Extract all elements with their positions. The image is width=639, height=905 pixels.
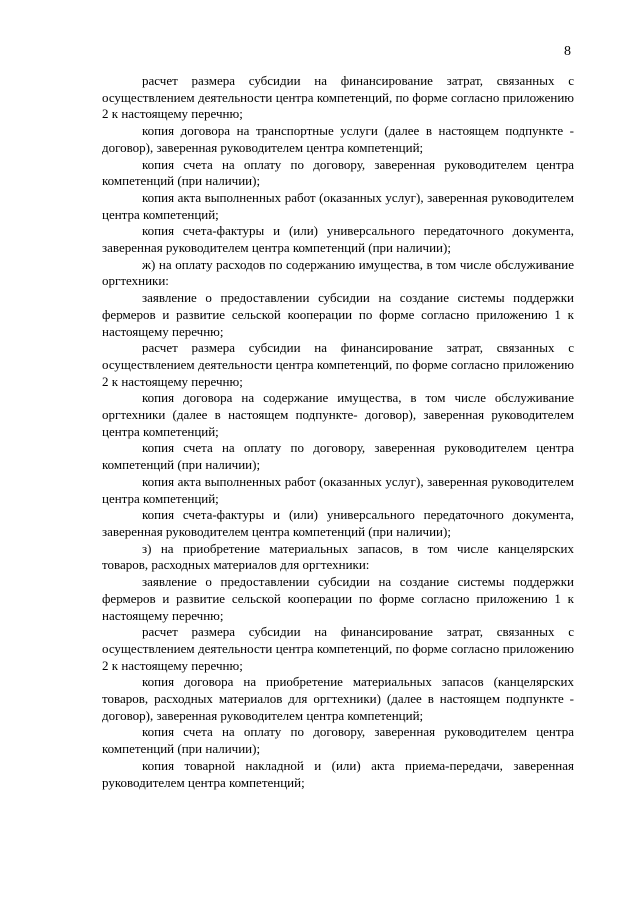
paragraph: копия акта выполненных работ (оказанных услуг), заверенная руководителем центра компетенций; <box>102 473 574 506</box>
paragraph: копия счета на оплату по договору, заверенная руководителем центра компетенций (при наличии); <box>102 156 574 189</box>
paragraph: копия товарной накладной и (или) акта приема-передачи, заверенная руководителем центра компетенций; <box>102 757 574 790</box>
paragraph: копия счета на оплату по договору, заверенная руководителем центра компетенций (при наличии); <box>102 440 574 473</box>
paragraph: копия счета-фактуры и (или) универсального передаточного документа, заверенная руководителем центра компетенций (при наличии); <box>102 507 574 539</box>
paragraph: копия счета-фактуры и (или) универсального передаточного документа, заверенная руководителем центра компетенций (при наличии); <box>102 223 574 256</box>
paragraph: заявление о предоставлении субсидии на создание системы поддержки фермеров и развитие сельской кооперации по форме согласно приложению 1 к настоящему перечню; <box>102 574 574 623</box>
paragraph: заявление о предоставлении субсидии на создание системы поддержки фермеров и развитие сельской кооперации по форме согласно приложению 1 к настоящему перечню; <box>102 290 574 339</box>
paragraph: расчет размера субсидии на финансирование затрат, связанных с осуществлением деятельности центра компетенций, по форме согласно приложению 2 к настоящему перечню; <box>102 73 574 122</box>
paragraph: расчет размера субсидии на финансирование затрат, связанных с осуществлением деятельности центра компетенций, по форме согласно приложению 2 к настоящему перечню; <box>102 624 574 673</box>
paragraph: копия договора на приобретение материальных запасов (канцелярских товаров, расходных материалов для оргтехники) (далее в настоящем подпункте - договор), заверенная руководителем центра компетенций; <box>102 674 574 723</box>
paragraph: копия договора на содержание имущества, в том числе обслуживание оргтехники (далее в настоящем подпункте- договор), заверенная руководителем центра компетенций; <box>102 390 574 439</box>
page-number: 8 <box>564 44 571 59</box>
paragraph: копия акта выполненных работ (оказанных услуг), заверенная руководителем центра компетенций; <box>102 189 574 222</box>
paragraph: расчет размера субсидии на финансирование затрат, связанных с осуществлением деятельности центра компетенций, по форме согласно приложению 2 к настоящему перечню; <box>102 340 574 389</box>
subsection-heading: з) на приобретение материальных запасов, в том числе канцелярских товаров, расходных материалов для оргтехники: <box>102 540 574 573</box>
paragraph: копия счета на оплату по договору, заверенная руководителем центра компетенций (при наличии); <box>102 724 574 757</box>
document-body <box>102 73 574 791</box>
paragraph: копия договора на транспортные услуги (далее в настоящем подпункте - договор), заверенная руководителем центра компетенций; <box>102 123 574 155</box>
subsection-heading: ж) на оплату расходов по содержанию имущества, в том числе обслуживание оргтехники: <box>102 256 574 289</box>
